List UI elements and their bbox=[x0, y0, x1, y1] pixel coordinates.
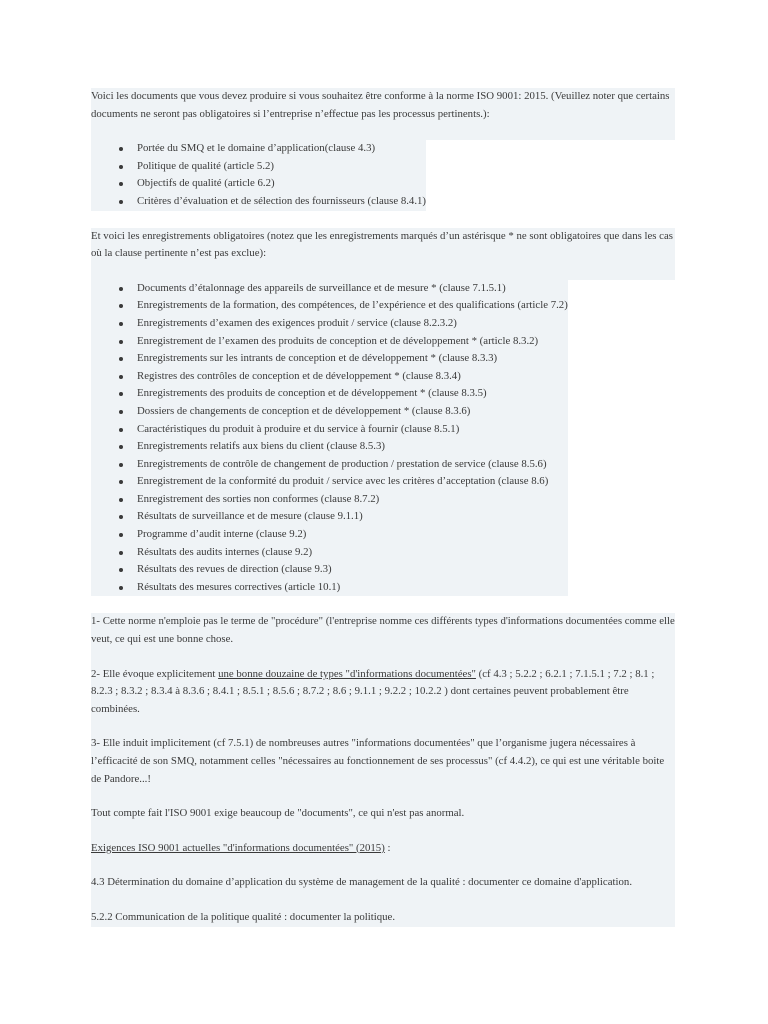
note-2-link[interactable]: une bonne douzaine de types "d'informations documentées" bbox=[218, 667, 476, 680]
list-item: Enregistrement des sorties non conformes (clause 8.7.2) bbox=[91, 491, 568, 509]
notes-block bbox=[91, 613, 675, 926]
list-item: Enregistrements relatifs aux biens du client (clause 8.5.3) bbox=[91, 438, 568, 456]
spacer bbox=[91, 263, 675, 280]
list-item: Enregistrements des produits de conception et de développement * (clause 8.3.5) bbox=[91, 385, 568, 403]
list-item: Enregistrements sur les intrants de conception et de développement * (clause 8.3.3) bbox=[91, 350, 568, 368]
spacer bbox=[91, 892, 675, 909]
list-item: Dossiers de changements de conception et de développement * (clause 8.3.6) bbox=[91, 403, 568, 421]
summary-paragraph: Tout compte fait l'ISO 9001 exige beaucoup de "documents", ce qui n'est pas anormal. bbox=[91, 807, 465, 820]
list-item: Registres des contrôles de conception et de développement * (clause 8.3.4) bbox=[91, 368, 568, 386]
note-2-prefix: 2- Elle évoque explicitement bbox=[91, 667, 219, 680]
spacer bbox=[91, 123, 675, 140]
requirement-4-3: 4.3 Détermination du domaine d’application du système de management de la qualité : documenter ce domaine d'application. bbox=[91, 876, 633, 889]
list-item: Résultats de surveillance et de mesure (clause 9.1.1) bbox=[91, 508, 568, 526]
records-list bbox=[91, 280, 568, 597]
list-item: Résultats des mesures correctives (article 10.1) bbox=[91, 579, 568, 597]
spacer bbox=[91, 649, 675, 666]
spacer bbox=[91, 823, 675, 840]
requirements-heading bbox=[91, 840, 675, 858]
list-item: Enregistrements d’examen des exigences produit / service (clause 8.2.3.2) bbox=[91, 315, 568, 333]
list-item: Enregistrements de contrôle de changement de production / prestation de service (clause 8.5.6) bbox=[91, 456, 568, 474]
note-1: 1- Cette norme n'emploie pas le terme de "procédure" (l'entreprise nomme ces différents types d'informations documentées comme elle veut, ce qui est une bonne chose. bbox=[91, 615, 675, 646]
spacer bbox=[91, 857, 675, 874]
list-item: Portée du SMQ et le domaine d’application(clause 4.3) bbox=[91, 140, 426, 158]
note-3: 3- Elle induit implicitement (cf 7.5.1) de nombreuses autres "informations documentées" que l’organisme jugera nécessaires à l’efficacité de son SMQ, notamment celles "nécessaires au fonctionnement de ses processus" (cf 4.4.2), ce qui est une véritable boite de Pandore...! bbox=[91, 737, 665, 785]
list-item: Programme d’audit interne (clause 9.2) bbox=[91, 526, 568, 544]
list-item: Résultats des revues de direction (clause 9.3) bbox=[91, 561, 568, 579]
list-item: Enregistrement de l’examen des produits de conception et de développement * (article 8.3.2) bbox=[91, 333, 568, 351]
records-list-block bbox=[91, 280, 568, 597]
spacer bbox=[91, 788, 675, 805]
documents-list bbox=[91, 140, 426, 210]
spacer bbox=[91, 211, 675, 228]
spacer bbox=[91, 718, 675, 735]
spacer bbox=[91, 596, 675, 613]
note-2-suffix: (cf 4.3 ; 5.2.2 ; 6.2.1 ; 7.1.5.1 ; 7.2 ; 8.1 ; 8.2.3 ; 8.3.2 ; 8.3.4 à 8.3.6 ; 8.4.1 ; 8.5.1 ; 8.5.6 ; 8.7.2 ; 8.6 ; 9.1.1 ; 9.2.2 ; 10.2.2 ) dont certaines peuvent probablement être combinées. bbox=[91, 667, 655, 715]
requirements-heading-suffix: : bbox=[384, 841, 391, 854]
list-item: Objectifs de qualité (article 6.2) bbox=[91, 175, 426, 193]
document-content bbox=[91, 88, 675, 927]
list-item: Documents d’étalonnage des appareils de surveillance et de mesure * (clause 7.1.5.1) bbox=[91, 280, 568, 298]
intro-paragraph: Voici les documents que vous devez produire si vous souhaitez être conforme à la norme ISO 9001: 2015. (Veuillez noter que certains documents ne seront pas obligatoires si l’entreprise n’effectue pas les processus pertinents.): bbox=[91, 88, 675, 123]
list-item: Résultats des audits internes (clause 9.2) bbox=[91, 544, 568, 562]
note-2 bbox=[91, 666, 675, 719]
requirement-5-2-2: 5.2.2 Communication de la politique qualité : documenter la politique. bbox=[91, 910, 396, 923]
requirements-heading-link[interactable]: Exigences ISO 9001 actuelles "d'informations documentées" (2015) bbox=[91, 841, 385, 854]
documents-list-block bbox=[91, 140, 426, 210]
list-item: Politique de qualité (article 5.2) bbox=[91, 158, 426, 176]
list-item: Enregistrement de la conformité du produit / service avec les critères d’acceptation (clause 8.6) bbox=[91, 473, 568, 491]
records-intro-paragraph: Et voici les enregistrements obligatoires (notez que les enregistrements marqués d’un astérisque * ne sont obligatoires que dans les cas où la clause pertinente n’est pas exclue): bbox=[91, 228, 675, 263]
list-item: Enregistrements de la formation, des compétences, de l’expérience et des qualifications (article 7.2) bbox=[91, 297, 568, 315]
list-item: Caractéristiques du produit à produire et du service à fournir (clause 8.5.1) bbox=[91, 421, 568, 439]
list-item: Critères d’évaluation et de sélection des fournisseurs (clause 8.4.1) bbox=[91, 193, 426, 211]
